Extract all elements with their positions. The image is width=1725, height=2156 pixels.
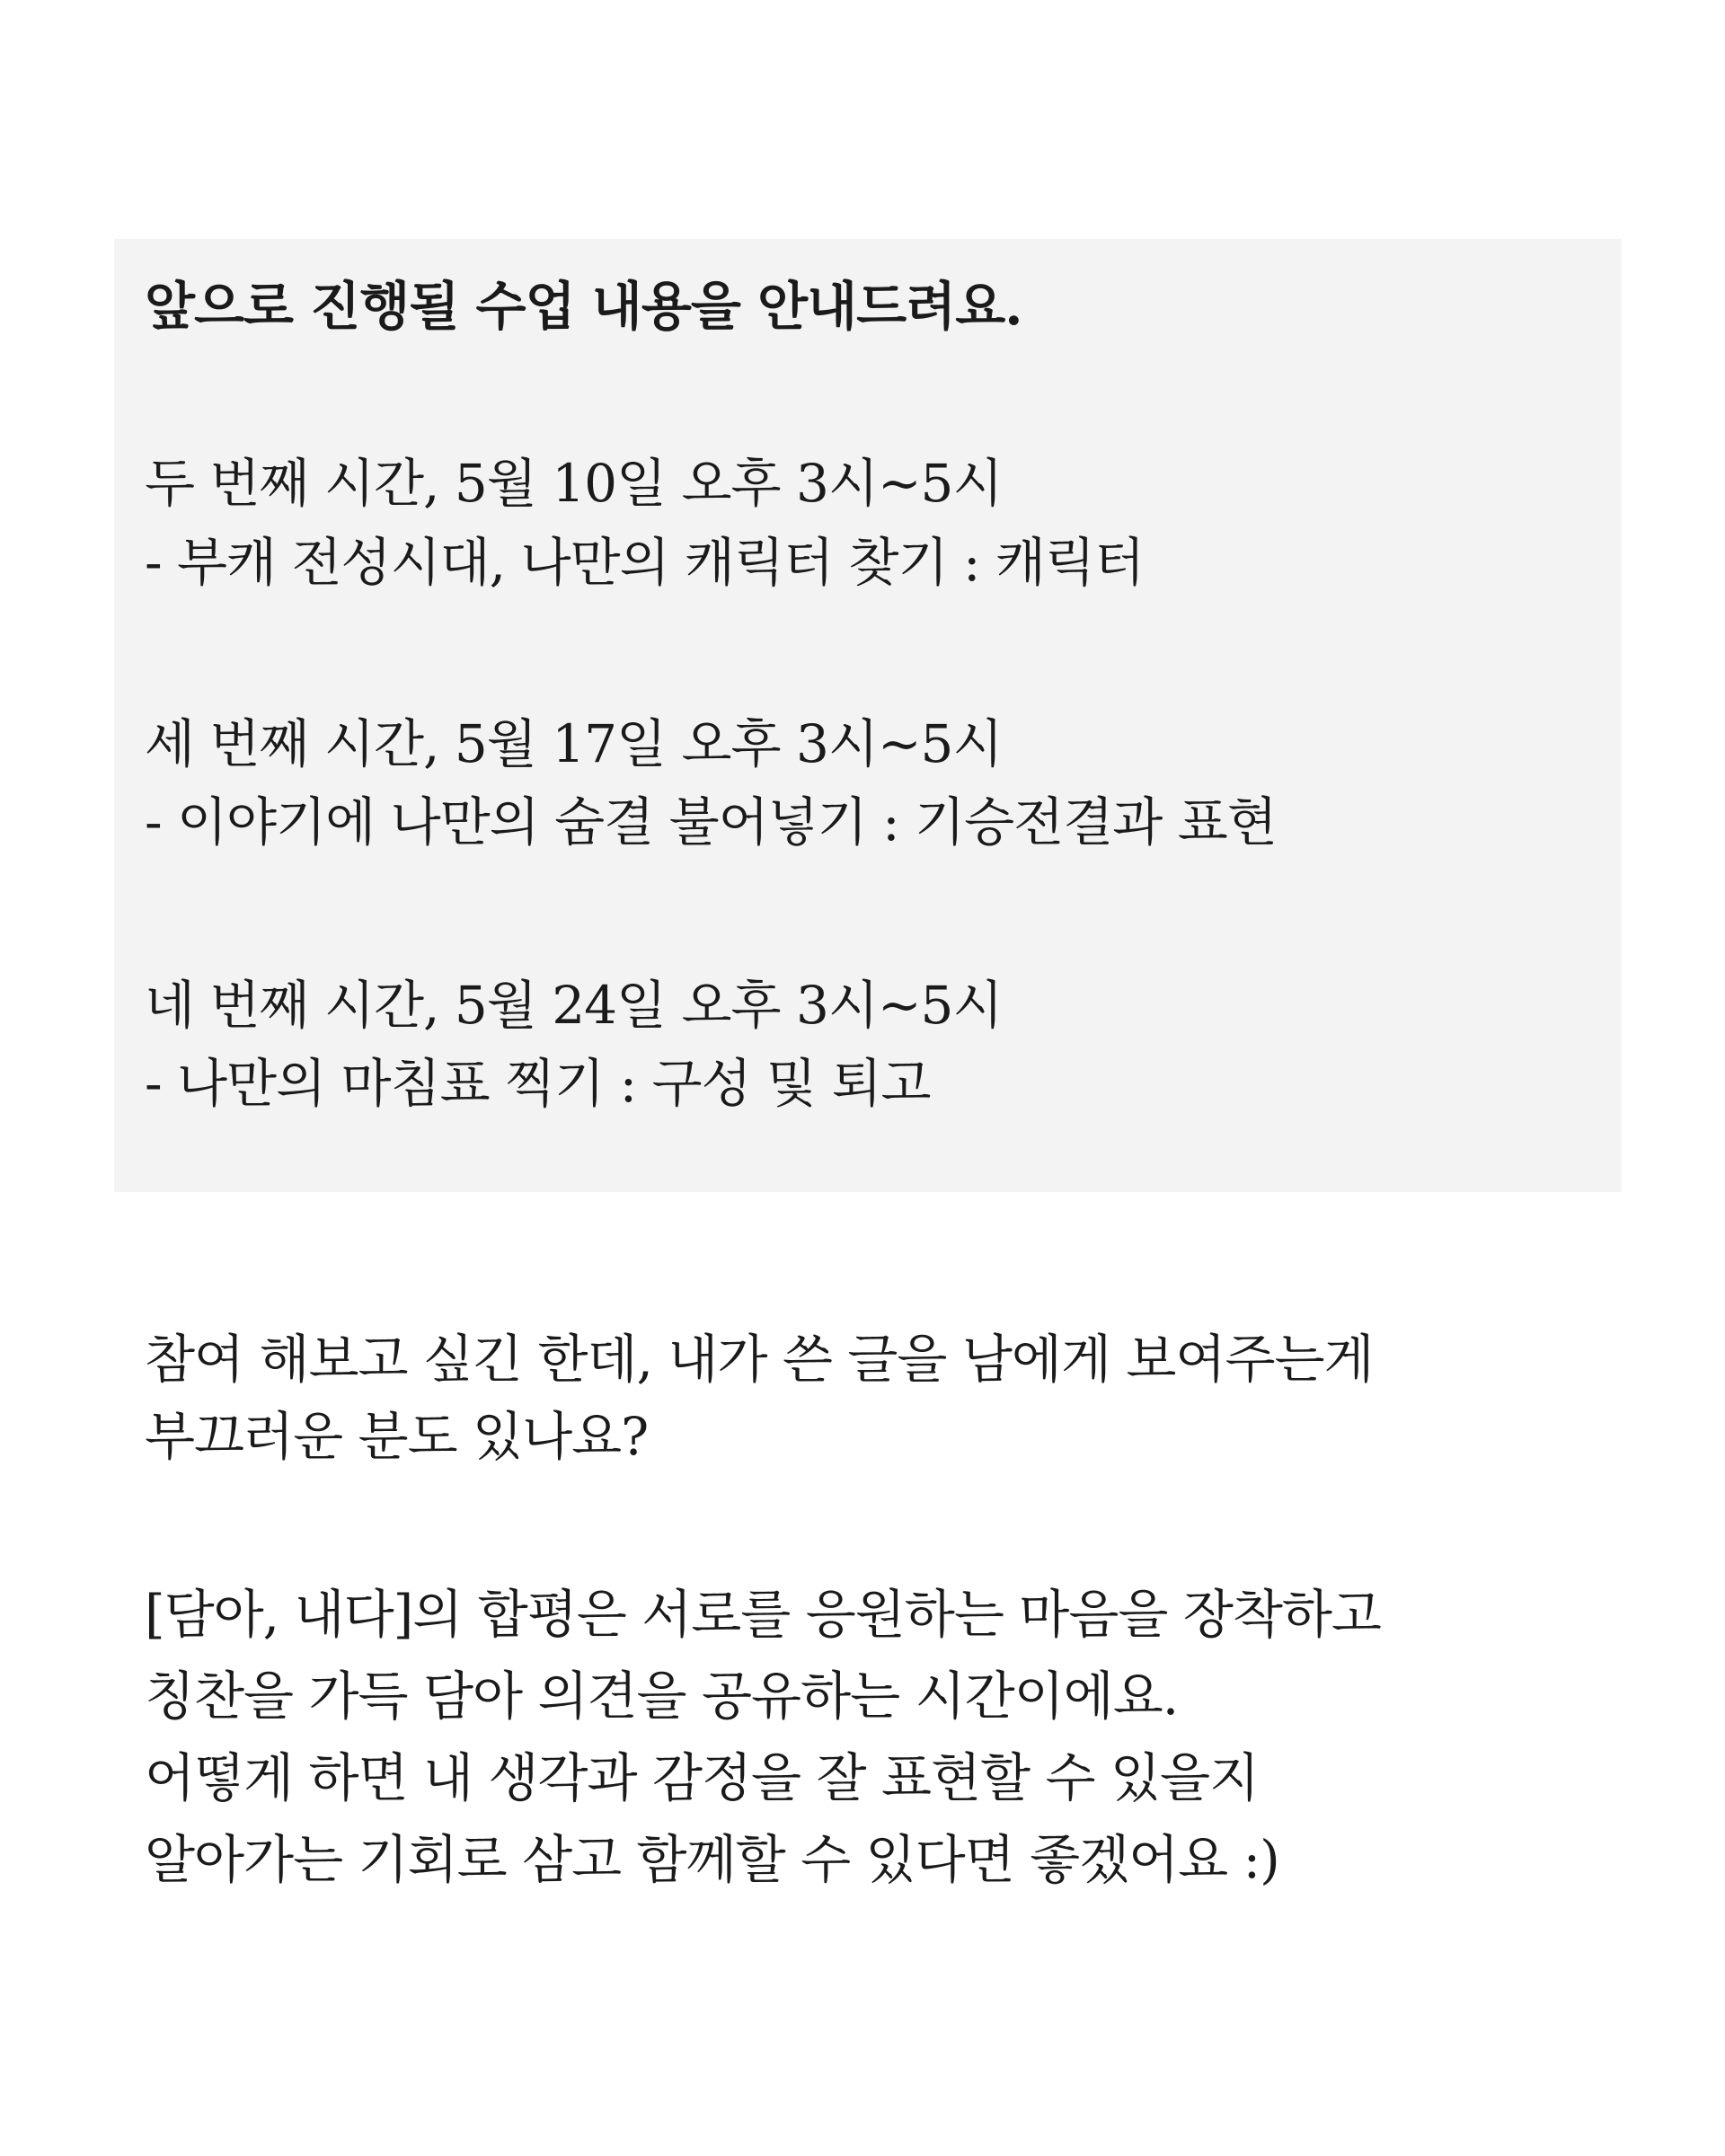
question-line-1: 참여 해보고 싶긴 한데, 내가 쓴 글을 남에게 보여주는게 <box>145 1329 1374 1390</box>
schedule-box <box>114 239 1622 1192</box>
session-4-topic: - 나만의 마침표 찍기 : 구성 및 퇴고 <box>145 1053 931 1114</box>
session-2-topic: - 부캐 전성시대, 나만의 캐릭터 찾기 : 캐릭터 <box>145 532 1145 593</box>
session-2-time: 두 번째 시간, 5월 10일 오후 3시~5시 <box>145 453 1003 514</box>
answer-line-1: [담아, 내다]의 합평은 서로를 응원하는 마음을 장착하고 <box>145 1584 1381 1645</box>
answer-line-4: 알아가는 기회로 삼고 함께할 수 있다면 좋겠어요 :) <box>145 1829 1279 1890</box>
answer-line-2: 칭찬을 가득 담아 의견을 공유하는 시간이에요. <box>145 1666 1179 1727</box>
session-3-topic: - 이야기에 나만의 숨결 불어넣기 : 기승전결과 표현 <box>145 791 1277 853</box>
question-line-2: 부끄러운 분도 있나요? <box>145 1406 649 1467</box>
session-3-time: 세 번째 시간, 5월 17일 오후 3시~5시 <box>145 713 1003 774</box>
schedule-heading: 앞으로 진행될 수업 내용을 안내드려요. <box>145 276 1022 337</box>
answer-line-3: 어떻게 하면 내 생각과 감정을 잘 표현할 수 있을지 <box>145 1747 1260 1808</box>
session-4-time: 네 번째 시간, 5월 24일 오후 3시~5시 <box>145 975 1003 1036</box>
